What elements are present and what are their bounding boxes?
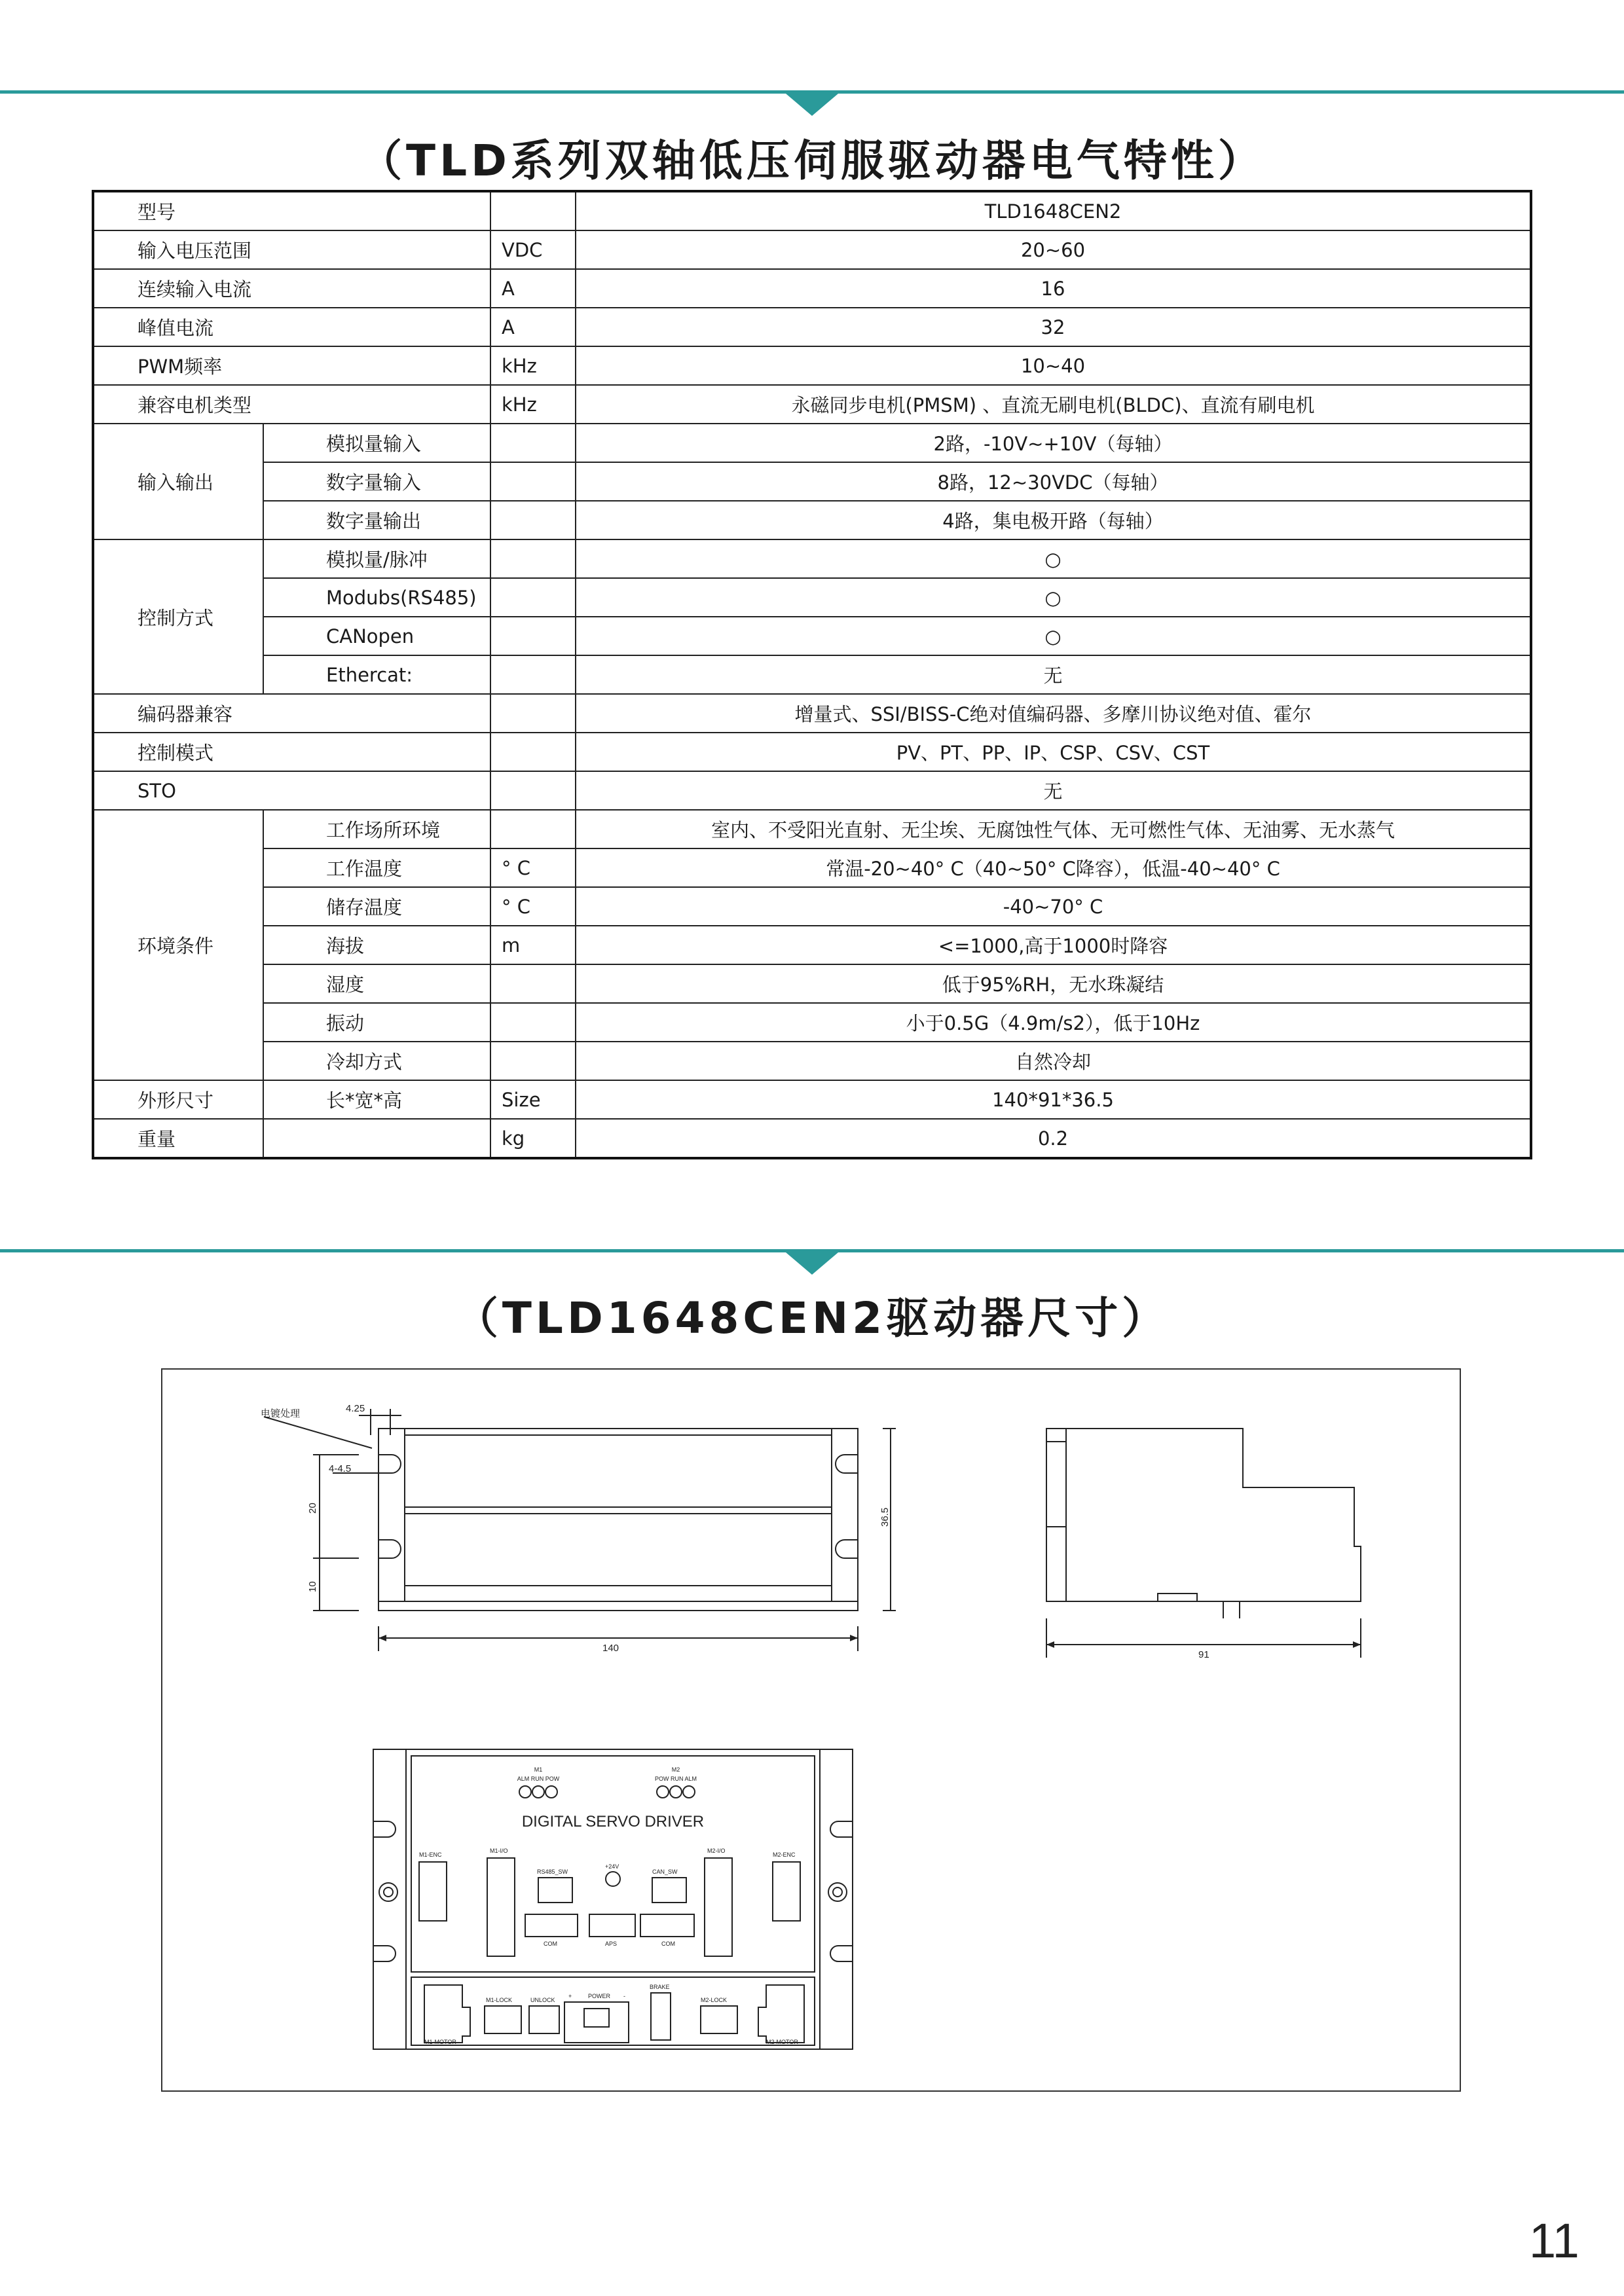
spec-unit: A bbox=[490, 269, 576, 308]
spec-unit bbox=[490, 424, 576, 462]
spec-value: 140*91*36.5 bbox=[576, 1080, 1531, 1119]
spec-unit bbox=[490, 771, 576, 810]
spec-unit bbox=[490, 501, 576, 539]
spec-value: 自然冷却 bbox=[576, 1042, 1531, 1080]
spec-table bbox=[92, 190, 1532, 1159]
label-plus: + bbox=[568, 1993, 572, 1999]
spec-value: ○ bbox=[576, 617, 1531, 655]
spec-sub-label: 数字量输出 bbox=[263, 501, 490, 539]
spec-row bbox=[93, 424, 1531, 462]
spec-row bbox=[93, 617, 1531, 655]
spec-label: 输入电压范围 bbox=[93, 230, 490, 269]
spec-label: 连续输入电流 bbox=[93, 269, 490, 308]
label-m2-lock: M2-LOCK bbox=[701, 1997, 728, 2003]
spec-row bbox=[93, 771, 1531, 810]
spec-unit bbox=[490, 462, 576, 501]
spec-value: PV、PT、PP、IP、CSP、CSV、CST bbox=[576, 733, 1531, 771]
spec-value: 室内、不受阳光直射、无尘埃、无腐蚀性气体、无可燃性气体、无油雾、无水蒸气 bbox=[576, 810, 1531, 848]
label-m1-motor: M1-MOTOR bbox=[424, 2039, 456, 2045]
spec-unit bbox=[490, 1003, 576, 1042]
panel-title: DIGITAL SERVO DRIVER bbox=[521, 1813, 705, 1831]
spec-label: 重量 bbox=[93, 1119, 263, 1158]
label-24v: +24V bbox=[605, 1863, 619, 1870]
plating-note: 电镀处理 bbox=[261, 1408, 301, 1419]
spec-sub-label: CANopen bbox=[263, 617, 490, 655]
m2-indicator-labels: POW RUN ALM bbox=[654, 1776, 697, 1782]
spec-unit bbox=[490, 810, 576, 848]
spec-row bbox=[93, 269, 1531, 308]
spec-sub-label: 长*宽*高 bbox=[263, 1080, 490, 1119]
dim-10: 10 bbox=[307, 1581, 318, 1592]
spec-row bbox=[93, 578, 1531, 617]
dim-width: 91 bbox=[1198, 1649, 1209, 1660]
spec-row bbox=[93, 230, 1531, 269]
spec-value: 小于0.5G（4.9m/s2），低于10Hz bbox=[576, 1003, 1531, 1042]
spec-value: -40~70° C bbox=[576, 887, 1531, 926]
spec-group-label: 输入输出 bbox=[93, 424, 263, 539]
spec-row bbox=[93, 926, 1531, 964]
spec-unit: Size bbox=[490, 1080, 576, 1119]
spec-label: PWM频率 bbox=[93, 346, 490, 385]
spec-sub-label: 冷却方式 bbox=[263, 1042, 490, 1080]
spec-value: 2路，-10V~+10V（每轴） bbox=[576, 424, 1531, 462]
label-aps: APS bbox=[605, 1941, 618, 1947]
spec-value: 常温-20~40° C（40~50° C降容），低温-40~40° C bbox=[576, 848, 1531, 887]
spec-unit: A bbox=[490, 308, 576, 346]
spec-value: 低于95%RH，无水珠凝结 bbox=[576, 964, 1531, 1003]
spec-value: ○ bbox=[576, 539, 1531, 578]
spec-label: 编码器兼容 bbox=[93, 694, 490, 733]
spec-sub-label: 工作场所环境 bbox=[263, 810, 490, 848]
label-m2-enc: M2-ENC bbox=[773, 1851, 796, 1858]
spec-sub-label: Ethercat: bbox=[263, 655, 490, 694]
spec-label: 外形尺寸 bbox=[93, 1080, 263, 1119]
spec-row bbox=[93, 346, 1531, 385]
label-rs485-sw: RS485_SW bbox=[537, 1868, 568, 1875]
label-minus: - bbox=[623, 1993, 625, 1999]
dimension-drawing bbox=[162, 1370, 1462, 2093]
m2-tag: M2 bbox=[671, 1766, 680, 1773]
spec-unit bbox=[490, 578, 576, 617]
spec-row bbox=[93, 501, 1531, 539]
section-divider-bottom bbox=[0, 1249, 1624, 1252]
spec-sub-label: 振动 bbox=[263, 1003, 490, 1042]
spec-row bbox=[93, 308, 1531, 346]
spec-unit: kHz bbox=[490, 346, 576, 385]
spec-unit: VDC bbox=[490, 230, 576, 269]
spec-group-label: 控制方式 bbox=[93, 539, 263, 694]
spec-unit bbox=[490, 539, 576, 578]
dim-height: 36.5 bbox=[879, 1507, 891, 1527]
spec-row bbox=[93, 733, 1531, 771]
label-com-2: COM bbox=[661, 1941, 675, 1947]
spec-unit: ° C bbox=[490, 887, 576, 926]
spec-value: 无 bbox=[576, 655, 1531, 694]
spec-unit: kg bbox=[490, 1119, 576, 1158]
dim-length: 140 bbox=[602, 1643, 619, 1654]
dimension-drawing-frame bbox=[161, 1368, 1461, 2092]
spec-value: ○ bbox=[576, 578, 1531, 617]
spec-row bbox=[93, 887, 1531, 926]
spec-row bbox=[93, 810, 1531, 848]
spec-empty-cell bbox=[263, 1119, 490, 1158]
spec-row bbox=[93, 191, 1531, 230]
spec-row bbox=[93, 1042, 1531, 1080]
spec-sub-label: Modubs(RS485) bbox=[263, 578, 490, 617]
spec-row bbox=[93, 1003, 1531, 1042]
spec-label: 控制模式 bbox=[93, 733, 490, 771]
dim-top: 4.25 bbox=[346, 1403, 365, 1414]
spec-unit bbox=[490, 617, 576, 655]
page-number: 11 bbox=[1529, 2214, 1579, 2268]
spec-row bbox=[93, 964, 1531, 1003]
label-unlock: UNLOCK bbox=[530, 1997, 555, 2003]
divider-triangle bbox=[786, 1252, 838, 1275]
end-view bbox=[1046, 1429, 1361, 1658]
spec-sub-label: 模拟量/脉冲 bbox=[263, 539, 490, 578]
spec-value: 永磁同步电机(PMSM) 、直流无刷电机(BLDC)、直流有刷电机 bbox=[576, 385, 1531, 424]
spec-row bbox=[93, 655, 1531, 694]
spec-row bbox=[93, 1119, 1531, 1158]
m1-indicator-labels: ALM RUN POW bbox=[517, 1776, 560, 1782]
divider-triangle bbox=[786, 94, 838, 116]
spec-value: 32 bbox=[576, 308, 1531, 346]
spec-sub-label: 工作温度 bbox=[263, 848, 490, 887]
spec-value: 20~60 bbox=[576, 230, 1531, 269]
spec-row bbox=[93, 462, 1531, 501]
label-brake: BRAKE bbox=[650, 1984, 670, 1990]
spec-unit bbox=[490, 191, 576, 230]
spec-label: 兼容电机类型 bbox=[93, 385, 490, 424]
spec-unit bbox=[490, 964, 576, 1003]
spec-label: 型号 bbox=[93, 191, 490, 230]
dim-20: 20 bbox=[307, 1503, 318, 1514]
spec-sub-label: 海拔 bbox=[263, 926, 490, 964]
spec-value: 无 bbox=[576, 771, 1531, 810]
section-divider-top bbox=[0, 90, 1624, 94]
spec-value: TLD1648CEN2 bbox=[576, 191, 1531, 230]
side-view bbox=[264, 1409, 896, 1651]
spec-row bbox=[93, 539, 1531, 578]
spec-label: STO bbox=[93, 771, 490, 810]
dim-slot: 4-4.5 bbox=[329, 1463, 352, 1474]
section-title-electrical: （TLD系列双轴低压伺服驱动器电气特性） bbox=[359, 136, 1265, 186]
label-can-sw: CAN_SW bbox=[652, 1868, 678, 1875]
spec-unit bbox=[490, 694, 576, 733]
spec-row bbox=[93, 1080, 1531, 1119]
label-power: POWER bbox=[588, 1993, 611, 1999]
spec-group-label: 环境条件 bbox=[93, 810, 263, 1080]
spec-unit: ° C bbox=[490, 848, 576, 887]
spec-value: <=1000,高于1000时降容 bbox=[576, 926, 1531, 964]
m1-tag: M1 bbox=[534, 1766, 543, 1773]
spec-row bbox=[93, 848, 1531, 887]
spec-value: 0.2 bbox=[576, 1119, 1531, 1158]
label-m1-lock: M1-LOCK bbox=[486, 1997, 513, 2003]
spec-value: 16 bbox=[576, 269, 1531, 308]
spec-unit: m bbox=[490, 926, 576, 964]
spec-value: 4路，集电极开路（每轴） bbox=[576, 501, 1531, 539]
spec-unit bbox=[490, 655, 576, 694]
spec-sub-label: 模拟量输入 bbox=[263, 424, 490, 462]
spec-sub-label: 湿度 bbox=[263, 964, 490, 1003]
label-m1-enc: M1-ENC bbox=[419, 1851, 442, 1858]
spec-value: 10~40 bbox=[576, 346, 1531, 385]
spec-row bbox=[93, 694, 1531, 733]
label-com-1: COM bbox=[544, 1941, 557, 1947]
label-m2-motor: M2-MOTOR bbox=[766, 2039, 798, 2045]
spec-label: 峰值电流 bbox=[93, 308, 490, 346]
section-title-dimensions: （TLD1648CEN2驱动器尺寸） bbox=[454, 1293, 1170, 1343]
label-m1-io: M1-I/O bbox=[490, 1848, 508, 1854]
top-view bbox=[373, 1749, 853, 2049]
label-m2-io: M2-I/O bbox=[707, 1848, 726, 1854]
spec-sub-label: 数字量输入 bbox=[263, 462, 490, 501]
spec-value: 增量式、SSI/BISS-C绝对值编码器、多摩川协议绝对值、霍尔 bbox=[576, 694, 1531, 733]
spec-value: 8路，12~30VDC（每轴） bbox=[576, 462, 1531, 501]
spec-unit bbox=[490, 733, 576, 771]
spec-sub-label: 储存温度 bbox=[263, 887, 490, 926]
spec-unit bbox=[490, 1042, 576, 1080]
spec-row bbox=[93, 385, 1531, 424]
spec-unit: kHz bbox=[490, 385, 576, 424]
